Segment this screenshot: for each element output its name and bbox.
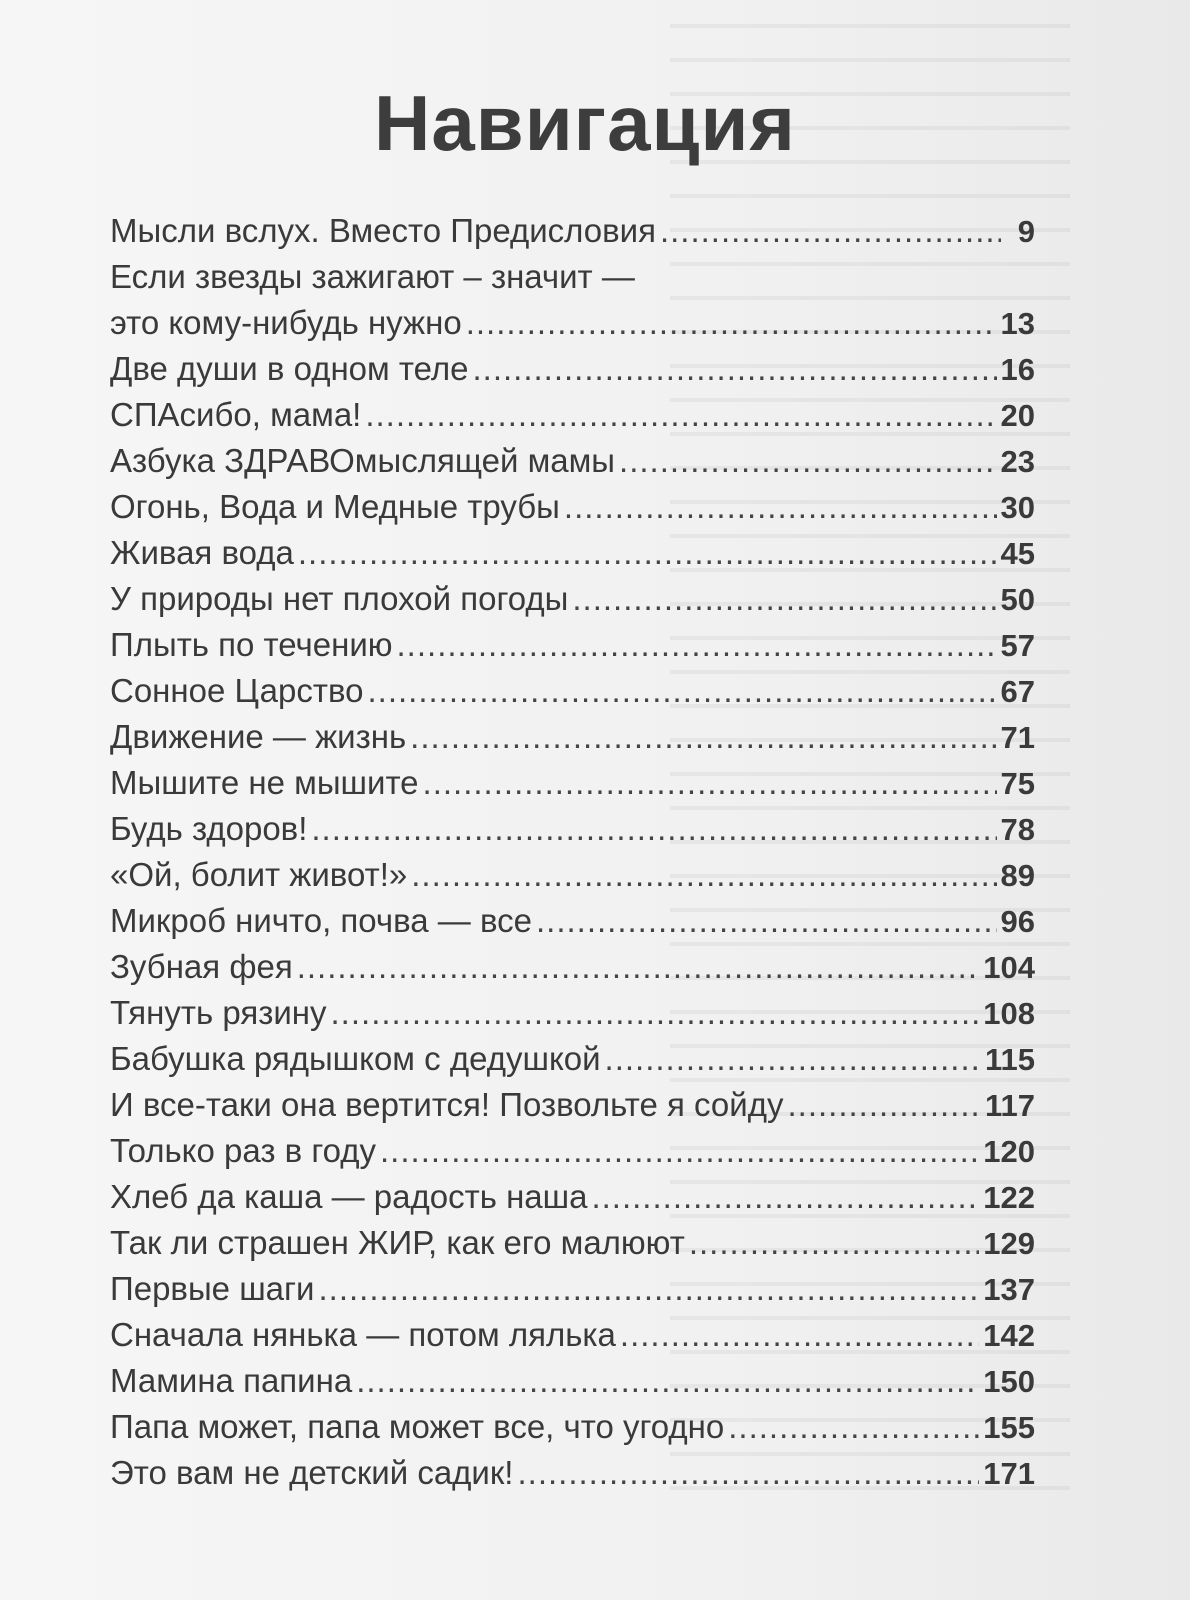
toc-entry-page: 16 xyxy=(1000,352,1035,387)
toc-leader-dots xyxy=(787,1082,981,1128)
toc-leader-dots xyxy=(620,1312,979,1358)
toc-entry-title: «Ой, болит живот!» xyxy=(110,856,408,893)
toc-entry-page: 75 xyxy=(1000,766,1035,801)
toc-entry xyxy=(110,576,1035,622)
toc-leader-dots xyxy=(297,944,980,990)
toc-entry-page: 137 xyxy=(983,1272,1035,1307)
toc-entry-title: Живая вода xyxy=(110,534,294,571)
toc-entry-title: СПАсибо, мама! xyxy=(110,396,362,433)
toc-entry-title: Азбука ЗДРАВОмыслящей мамы xyxy=(110,442,616,479)
toc-entry-page: 89 xyxy=(1000,858,1035,893)
toc-leader-dots xyxy=(311,806,996,852)
toc-entry-page: 155 xyxy=(983,1410,1035,1445)
toc-entry xyxy=(110,1404,1035,1450)
toc-entry-page: 71 xyxy=(1000,720,1035,755)
toc-entry xyxy=(110,944,1035,990)
toc-entry-page: 129 xyxy=(983,1226,1035,1261)
toc-leader-dots xyxy=(319,1266,980,1312)
toc-entry xyxy=(110,392,1035,438)
toc-entry-page: 171 xyxy=(983,1456,1035,1491)
toc-entry-page: 117 xyxy=(984,1088,1035,1123)
toc-entry xyxy=(110,1266,1035,1312)
toc-entry-page: 122 xyxy=(983,1180,1035,1215)
toc-leader-dots xyxy=(572,576,996,622)
toc-entry xyxy=(110,898,1035,944)
toc-leader-dots xyxy=(365,392,996,438)
toc-entry-title: Тянуть рязину xyxy=(110,994,327,1031)
toc-leader-dots xyxy=(380,1128,979,1174)
toc-entry xyxy=(110,1082,1035,1128)
toc-leader-dots xyxy=(619,438,996,484)
page-title: Навигация xyxy=(374,79,796,167)
toc-entry-page: 115 xyxy=(984,1042,1035,1077)
toc-entry-page: 67 xyxy=(1000,674,1035,709)
toc-leader-dots xyxy=(367,668,996,714)
toc-entry xyxy=(110,806,1035,852)
toc-entry-page: 120 xyxy=(983,1134,1035,1169)
toc-entry-page: 150 xyxy=(983,1364,1035,1399)
toc-leader-dots xyxy=(397,622,997,668)
toc-leader-dots xyxy=(298,530,997,576)
toc-entry xyxy=(110,1036,1035,1082)
toc-entry-title: Сонное Царство xyxy=(110,672,364,709)
toc-entry xyxy=(110,300,1035,346)
toc-entry-page: 9 xyxy=(1017,214,1035,249)
table-of-contents xyxy=(110,208,1035,1496)
toc-entry-page: 45 xyxy=(1000,536,1035,571)
toc-entry-title: Две души в одном теле xyxy=(110,350,469,387)
toc-entry-page: 96 xyxy=(1000,904,1035,939)
toc-entry-title: И все-таки она вертится! Позвольте я сойду xyxy=(110,1086,784,1123)
toc-leader-dots xyxy=(331,990,980,1036)
toc-entry-page: 13 xyxy=(1000,306,1035,341)
toc-entry-title: Мысли вслух. Вместо Предисловия xyxy=(110,212,656,249)
toc-entry-title: Сначала нянька — потом лялька xyxy=(110,1316,616,1353)
toc-leader-dots xyxy=(564,484,997,530)
toc-entry xyxy=(110,484,1035,530)
toc-entry-title: Бабушка рядышком с дедушкой xyxy=(110,1040,601,1077)
toc-entry xyxy=(110,530,1035,576)
toc-entry-title: Это вам не детский садик! xyxy=(110,1454,514,1491)
toc-leader-dots xyxy=(591,1174,979,1220)
toc-entry xyxy=(110,346,1035,392)
toc-entry xyxy=(110,1358,1035,1404)
toc-entry-page: 108 xyxy=(983,996,1035,1031)
toc-entry xyxy=(110,438,1035,484)
toc-entry-page: 23 xyxy=(1000,444,1035,479)
toc-leader-dots xyxy=(410,714,996,760)
toc-entry-title: это кому-нибудь нужно xyxy=(110,304,462,341)
toc-entry xyxy=(110,1450,1035,1496)
toc-entry xyxy=(110,622,1035,668)
toc-entry xyxy=(110,208,1035,254)
toc-entry-page: 57 xyxy=(1000,628,1035,663)
toc-leader-dots xyxy=(517,1450,979,1496)
toc-leader-dots xyxy=(689,1220,979,1266)
toc-entry-page: 78 xyxy=(1000,812,1035,847)
toc-entry xyxy=(110,668,1035,714)
toc-leader-dots xyxy=(605,1036,981,1082)
toc-entry-title: Мышите не мышите xyxy=(110,764,419,801)
toc-entry xyxy=(110,254,1035,300)
toc-entry xyxy=(110,714,1035,760)
toc-leader-dots xyxy=(728,1404,979,1450)
toc-entry-page: 142 xyxy=(983,1318,1035,1353)
toc-entry-title: Движение — жизнь xyxy=(110,718,407,755)
toc-leader-dots xyxy=(536,898,997,944)
toc-entry-title: Если звезды зажигают – значит — xyxy=(110,258,635,295)
toc-entry-title: Папа может, папа может все, что угодно xyxy=(110,1408,725,1445)
toc-entry-title: Будь здоров! xyxy=(110,810,308,847)
toc-entry xyxy=(110,760,1035,806)
toc-entry-title: Плыть по течению xyxy=(110,626,393,663)
toc-entry-title: Так ли страшен ЖИР, как его малюют xyxy=(110,1224,685,1261)
toc-leader-dots xyxy=(660,208,1001,254)
toc-entry-title: Первые шаги xyxy=(110,1270,315,1307)
toc-entry-page: 30 xyxy=(1000,490,1035,525)
toc-leader-dots xyxy=(473,346,997,392)
toc-entry xyxy=(110,1174,1035,1220)
toc-entry-title: У природы нет плохой погоды xyxy=(110,580,569,617)
toc-leader-dots xyxy=(423,760,997,806)
toc-entry xyxy=(110,990,1035,1036)
toc-leader-dots xyxy=(411,852,996,898)
toc-entry-page: 104 xyxy=(983,950,1035,985)
toc-leader-dots xyxy=(356,1358,979,1404)
toc-entry xyxy=(110,1312,1035,1358)
toc-entry-title: Мамина папина xyxy=(110,1362,353,1399)
toc-entry-page: 50 xyxy=(1000,582,1035,617)
toc-entry xyxy=(110,1128,1035,1174)
toc-entry xyxy=(110,852,1035,898)
toc-entry-title: Микроб ничто, почва — все xyxy=(110,902,532,939)
toc-entry-title: Хлеб да каша — радость наша xyxy=(110,1178,588,1215)
toc-entry-page: 20 xyxy=(1000,398,1035,433)
toc-entry-title: Огонь, Вода и Медные трубы xyxy=(110,488,560,525)
toc-leader-dots xyxy=(466,300,997,346)
toc-entry xyxy=(110,1220,1035,1266)
toc-entry-title: Зубная фея xyxy=(110,948,293,985)
toc-entry-title: Только раз в году xyxy=(110,1132,377,1169)
